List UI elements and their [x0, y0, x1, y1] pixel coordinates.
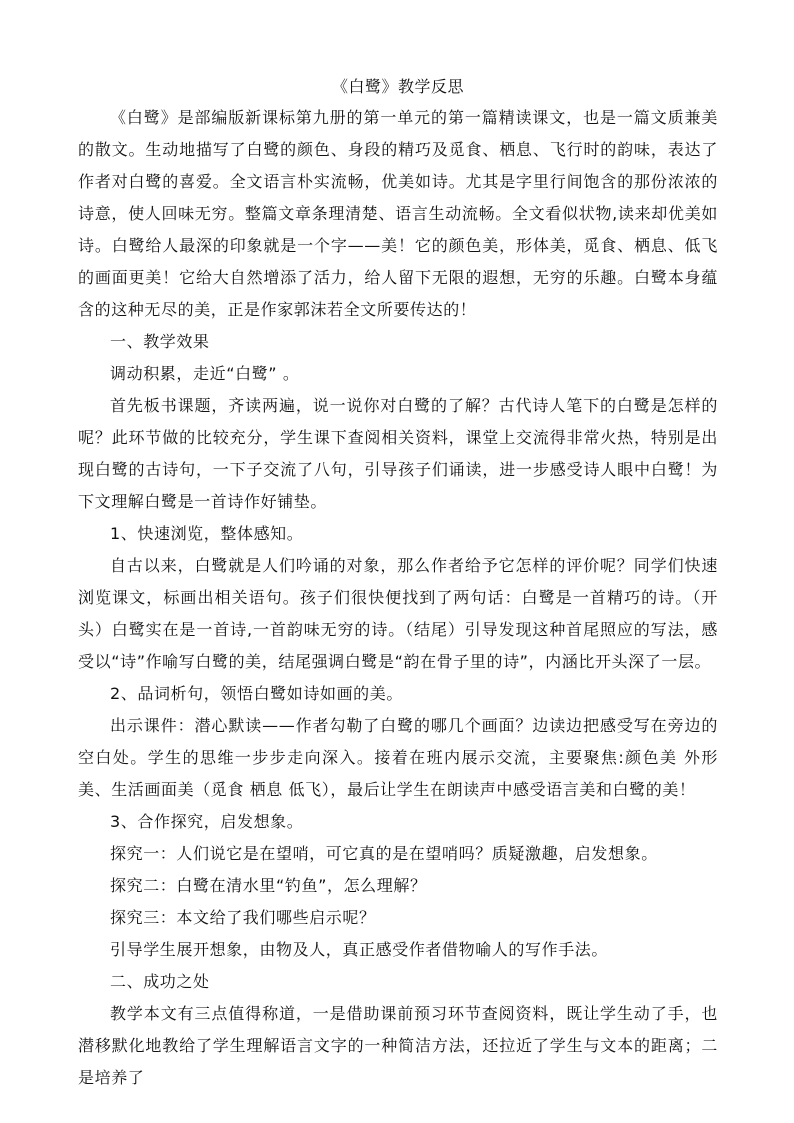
- intro-paragraph: 《白鹭》是部编版新课标第九册的第一单元的第一篇精读课文，也是一篇文质兼美的散文。生动地描写了白鹭的颜色、身段的精巧及觅食、栖息、飞行时的韵味，表达了作者对白鹭的喜爱。全文语言朴实流畅，优美如诗。尤其是字里行间饱含的那份浓浓的诗意，使人回味无穷。整篇文章条理清楚、语言生动流畅。全文看似状物,读来却优美如诗。白鹭给人最深的印象就是一个字——美！它的颜色美，形体美，觅食、栖息、低飞的画面更美！它给大自然增添了活力，给人留下无限的遐想，无穷的乐趣。白鹭本身蕴含的这种无尽的美，正是作家郭沫若全文所要传达的！: [78, 108, 718, 319]
- paragraph-guide-imagination: 引导学生展开想象，由物及人，真正感受作者借物喻人的写作手法。: [110, 940, 609, 959]
- step-heading-3: 3、合作探究，启发想象。: [110, 812, 304, 831]
- paragraph-board-title: 首先板书课题，齐读两遍，说一说你对白鹭的了解？古代诗人笔下的白鹭是怎样的呢？此环节做的比较充分，学生课下查阅相关资料，课堂上交流得非常火热，特别是出现白鹭的古诗句，一下子交流了八句，引导孩子们诵读，进一步感受诗人眼中白鹭！为下文理解白鹭是一首诗作好铺垫。: [78, 396, 718, 511]
- paragraph-success: 教学本文有三点值得称道，一是借助课前预习环节查阅资料，既让学生动了手，也潜移默化地教给了学生理解语言文字的一种简洁方法，还拉近了学生与文本的距离；二是培养了: [78, 1004, 718, 1087]
- document-page: [78, 74, 718, 1094]
- subheading-recall: 调动积累，走近“白鹭” 。: [110, 364, 300, 383]
- paragraph-courseware: 出示课件：潜心默读——作者勾勒了白鹭的哪几个画面？边读边把感受写在旁边的空白处。学生的思维一步步走向深入。接着在班内展示交流，主要聚焦:颜色美 外形美、生活画面美（觅食 栖息 低飞），最后让学生在朗读声中感受语言美和白鹭的美！: [78, 716, 718, 799]
- paragraph-browse: 自古以来，白鹭就是人们吟诵的对象，那么作者给予它怎样的评价呢？同学们快速浏览课文，标画出相关语句。孩子们很快便找到了两句话：白鹭是一首精巧的诗。（开头）白鹭实在是一首诗,一首韵味无穷的诗。（结尾）引导发现这种首尾照应的写法，感受以“诗”作喻写白鹭的美，结尾强调白鹭是“韵在骨子里的诗”，内涵比开头深了一层。: [78, 556, 718, 671]
- section-heading-teaching-effect: 一、教学效果: [110, 332, 210, 351]
- step-heading-2: 2、品词析句，领悟白鹭如诗如画的美。: [110, 684, 403, 703]
- explore-item-3: 探究三：本文给了我们哪些启示呢？: [110, 908, 376, 927]
- section-heading-success: 二、成功之处: [110, 972, 210, 991]
- explore-item-2: 探究二：白鹭在清水里“钓鱼”，怎么理解？: [110, 876, 427, 895]
- step-heading-1: 1、快速浏览，整体感知。: [110, 524, 304, 543]
- explore-item-1: 探究一：人们说它是在望哨，可它真的是在望哨吗？质疑激趣，启发想象。: [110, 844, 658, 863]
- document-title: 《白鹭》教学反思: [331, 77, 464, 96]
